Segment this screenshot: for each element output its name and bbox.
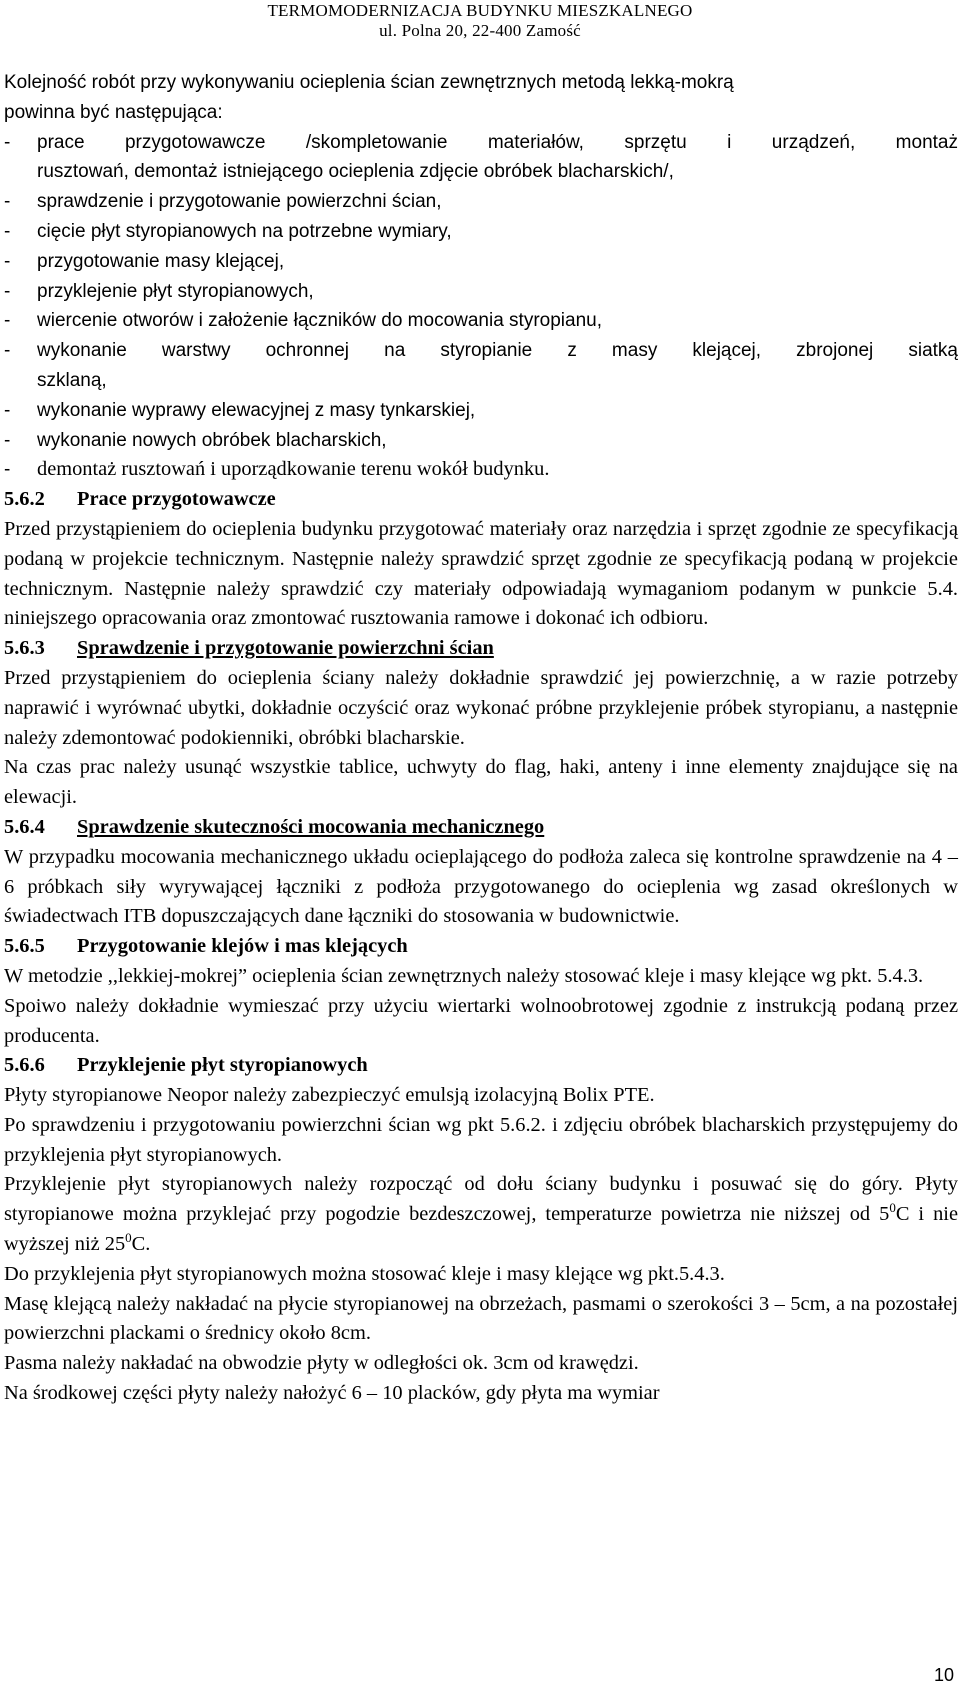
- list-item-continuation: rusztowań, demontaż istniejącego ocieplenia zdjęcie obróbek blacharskich/,: [37, 161, 674, 183]
- list-item: - demontaż rusztowań i uporządkowanie terenu wokół budynku.: [4, 458, 550, 481]
- paragraph: Przed przystąpieniem do ocieplenia budynku przygotować materiały oraz narzędzia i sprzęt zgodnie ze specyfikacją podaną w projekcie technicznym. Następnie należy sprawdzić sprzęt zgodnie ze specyfikacją podaną w projekcie technicznym. Następnie należy sprawdzić czy materiały odpowiadają wymaganiom podanym w punkcie 5.4. niniejszego opracowania oraz zmontować rusztowania ramowe i dokonać ich odbioru.: [4, 517, 958, 630]
- section-heading-5-6-3: 5.6.3 Sprawdzenie i przygotowanie powierzchni ścian: [4, 637, 494, 660]
- list-item: - wykonanie warstwy ochronnej na styropianie z masy klejącej, zbrojonej siatką: [4, 340, 958, 362]
- section-heading-5-6-5: 5.6.5 Przygotowanie klejów i mas klejących: [4, 935, 408, 958]
- paragraph: Przyklejenie płyt styropianowych należy rozpocząć od dołu ściany budynku i posuwać się do góry. Płyty styropianowe można przyklejać przy pogodzie bezdeszczowej, temperaturze powietrza nie niższej od $5^0C$ i nie wyższej niż $25^0C$.: [4, 1173, 958, 1256]
- paragraph: Do przyklejenia płyt styropianowych można stosować kleje i masy klejące wg pkt.5.4.3.: [4, 1262, 725, 1285]
- paragraph: Po sprawdzeniu i przygotowaniu powierzchni ścian wg pkt 5.6.2. i zdjęciu obróbek blacharskich przystępujemy do przyklejenia płyt styropianowych.: [4, 1113, 958, 1166]
- section-heading-5-6-2: 5.6.2 Prace przygotowawcze: [4, 488, 276, 511]
- header-title: TERMOMODERNIZACJA BUDYNKU MIESZKALNEGO: [267, 1, 693, 20]
- list-item: - prace przygotowawcze /skompletowanie materiałów, sprzętu i urządzeń, montaż: [4, 131, 958, 153]
- paragraph: Na czas prac należy usunąć wszystkie tablice, uchwyty do flag, haki, anteny i inne elementy znajdujące się na elewacji.: [4, 756, 958, 809]
- list-item-continuation: szklaną,: [37, 369, 107, 391]
- work-order-list: [4, 128, 958, 486]
- document-body: [4, 68, 958, 1409]
- list-item: - przygotowanie masy klejącej,: [4, 250, 285, 272]
- paragraph: W przypadku mocowania mechanicznego układu ocieplającego do podłoża zaleca się kontrolne sprawdzenie na 4 – 6 próbkach siły wyrywającej łączniki z podłoża przygotowanego do ocieplenia wg zasad określonych w świadectwach ITB dopuszczających dane łączniki do stosowania w budownictwie.: [4, 845, 958, 928]
- intro-lead: Kolejność robót przy wykonywaniu ocieplenia ścian zewnętrznych metodą lekką-mokrą powinna być następująca:: [4, 72, 734, 123]
- paragraph: Masę klejącą należy nakładać na płycie styropianowej na obrzeżach, pasmami o szerokości 3 – 5cm, a na pozostałej powierzchni plackami o średnicy około 8cm.: [4, 1292, 958, 1345]
- list-item: - wykonanie wyprawy elewacyjnej z masy tynkarskiej,: [4, 399, 476, 421]
- list-item: - wiercenie otworów i założenie łączników do mocowania styropianu,: [4, 310, 602, 332]
- paragraph: Płyty styropianowe Neopor należy zabezpieczyć emulsją izolacyjną Bolix PTE.: [4, 1084, 655, 1107]
- paragraph: Przed przystąpieniem do ocieplenia ściany należy dokładnie sprawdzić jej powierzchnię, a w razie potrzeby naprawić i wyrównać ubytki, dokładnie oczyścić oraz wykonać próbne przyklejenie próbek styropianu, a następnie należy zdemontować podokienniki, obróbki blacharskie.: [4, 666, 958, 749]
- paragraph: Na środkowej części płyty należy nałożyć 6 – 10 placków, gdy płyta ma wymiar: [4, 1382, 660, 1405]
- paragraph: Pasma należy nakładać na obwodzie płyty w odległości ok. 3cm od krawędzi.: [4, 1352, 639, 1375]
- section-heading-5-6-4: 5.6.4 Sprawdzenie skuteczności mocowania mechanicznego: [4, 815, 545, 838]
- list-item: - cięcie płyt styropianowych na potrzebne wymiary,: [4, 220, 452, 242]
- page-header: [0, 0, 960, 41]
- list-item: - wykonanie nowych obróbek blacharskich,: [4, 429, 387, 451]
- paragraph: W metodzie ,,lekkiej-mokrej” ocieplenia ścian zewnętrznych należy stosować kleje i masy klejące wg pkt. 5.4.3.: [4, 964, 924, 987]
- list-item: - sprawdzenie i przygotowanie powierzchni ścian,: [4, 191, 442, 213]
- header-address: ul. Polna 20, 22-400 Zamość: [379, 21, 581, 40]
- list-item: - przyklejenie płyt styropianowych,: [4, 280, 314, 302]
- page-number: 10: [933, 1665, 954, 1685]
- section-heading-5-6-6: 5.6.6 Przyklejenie płyt styropianowych: [4, 1054, 368, 1077]
- paragraph: Spoiwo należy dokładnie wymieszać przy użyciu wiertarki wolnoobrotowej zgodnie z instrukcją podaną przez producenta.: [4, 994, 958, 1047]
